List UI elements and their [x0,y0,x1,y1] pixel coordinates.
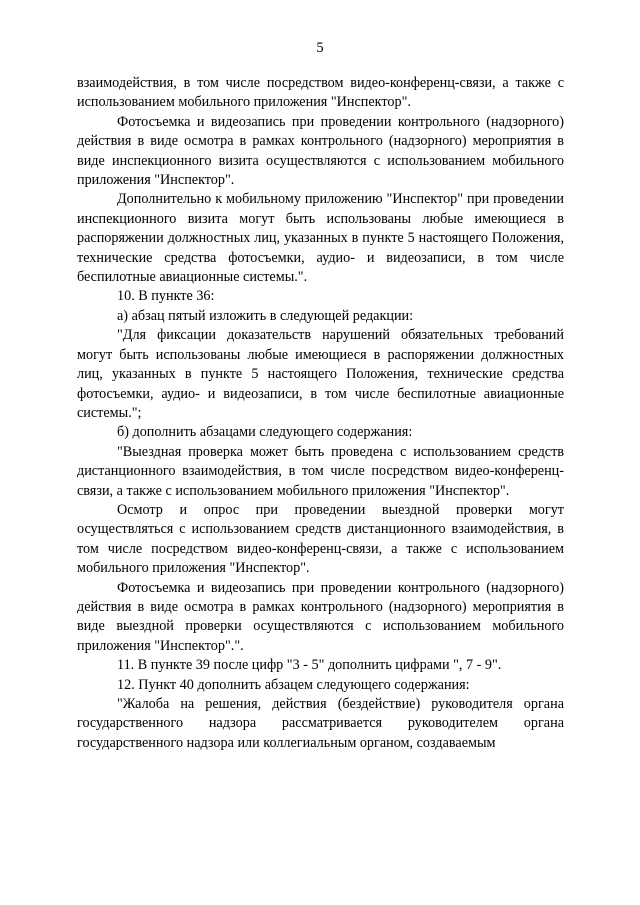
paragraph-continuation: взаимодействия, в том числе посредством видео-конференц-связи, а также с использованием мобильного приложения "Инспектор". [77,75,564,111]
paragraph-inspection-survey: Осмотр и опрос при проведении выездной проверки могут осуществляться с использованием средств дистанционного взаимодействия, в том числе посредством видео-конференц-связи, а также с использованием мобильного приложения "Инспектор". [77,501,564,577]
paragraph-evidence-fixation: "Для фиксации доказательств нарушений обязательных требований могут быть использованы любые имеющиеся в распоряжении должностных лиц, указанных в пункте 5 настоящего Положения, технические средства фотосъемки, аудио- и видеозаписи, в том числе беспилотные авиационные системы."; [77,327,564,421]
paragraph-item-12: 12. Пункт 40 дополнить абзацем следующего содержания: [117,676,470,693]
paragraph-additional-equipment: Дополнительно к мобильному приложению "Инспектор" при проведении инспекционного визита могут быть использованы любые имеющиеся в распоряжении должностных лиц, указанных в пункте 5 настоящего Положения, технические средства фотосъемки, аудио- и видеозаписи, в том числе беспилотные авиационные системы.". [77,191,564,286]
page-number: 5 [316,40,324,56]
document-body [77,74,564,753]
paragraph-subitem-a: а) абзац пятый изложить в следующей редакции: [117,307,414,324]
paragraph-subitem-b: б) дополнить абзацами следующего содержания: [117,424,413,441]
paragraph-photo-video-field-inspection: Фотосъемка и видеозапись при проведении контрольного (надзорного) действия в виде осмотра в рамках контрольного (надзорного) мероприятия в виде выездной проверки осуществляются с использованием мобильного приложения "Инспектор".". [77,579,564,654]
paragraph-field-inspection-remote: "Выездная проверка может быть проведена с использованием средств дистанционного взаимодействия, в том числе посредством видео-конференц-связи, а также с использованием мобильного приложения "Инспектор". [77,443,564,499]
paragraph-photo-video-inspection-visit: Фотосъемка и видеозапись при проведении контрольного (надзорного) действия в виде осмотра в рамках контрольного (надзорного) мероприятия в виде инспекционного визита осуществляются с использованием мобильного приложения "Инспектор". [77,113,564,189]
paragraph-item-10: 10. В пункте 36: [117,288,215,305]
paragraph-complaint: "Жалоба на решения, действия (бездействие) руководителя органа государственного надзора рассматривается руководителем органа государственного надзора или коллегиальным органом, создаваемым [77,696,564,751]
paragraph-item-11: 11. В пункте 39 после цифр "3 - 5" дополнить цифрами ", 7 - 9". [117,657,502,674]
